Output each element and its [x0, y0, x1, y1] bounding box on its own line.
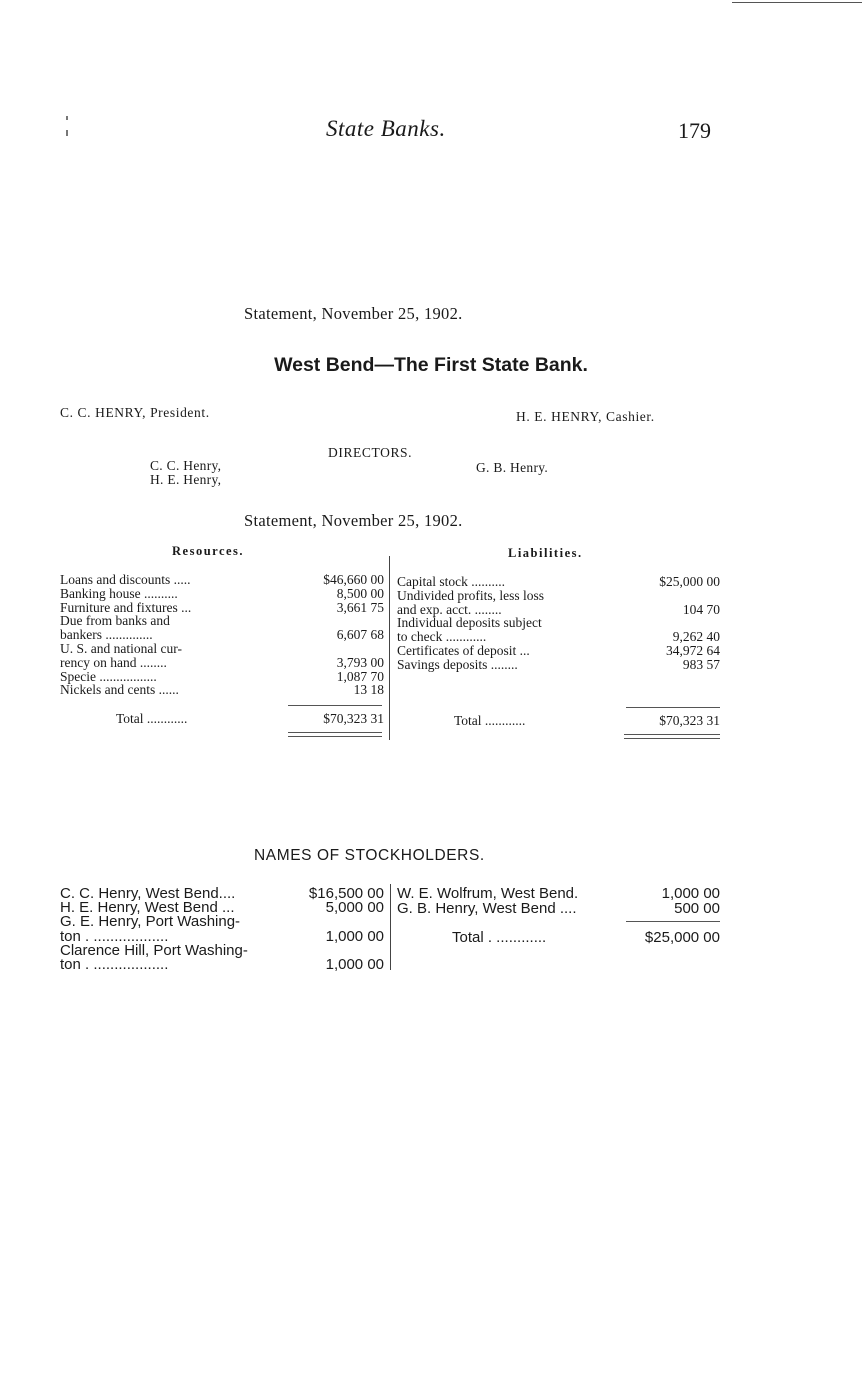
- resource-row: [60, 683, 384, 697]
- resource-row-label: rency on hand ........: [60, 655, 167, 670]
- stockholder-row-amount: $16,500 00: [308, 885, 384, 902]
- resource-row-label: Nickels and cents ......: [60, 683, 179, 698]
- liability-row-label: Certificates of deposit ...: [397, 644, 530, 658]
- liability-row: [397, 658, 720, 672]
- resource-row-label: Furniture and fixtures ...: [60, 600, 192, 615]
- stockholder-row-amount: 1,000 00: [661, 885, 720, 902]
- stockholders-total-row: [452, 930, 720, 945]
- director-name: C. C. Henry,: [150, 458, 222, 473]
- total-amount: $25,000 00: [644, 929, 720, 946]
- resource-row-label: U. S. and national cur-: [60, 642, 182, 656]
- subtotal-rule: [626, 921, 720, 922]
- liabilities-total-amount-row: [624, 714, 720, 728]
- stockholder-row-amount: 1,000 00: [325, 927, 384, 945]
- total-double-rule: [624, 734, 720, 739]
- total-label: Total ............: [116, 712, 188, 726]
- stockholder-row-label: G. E. Henry, Port Washing-: [60, 913, 241, 931]
- stockholder-row-label: ton . ..................: [60, 927, 169, 945]
- liability-row-label: Individual deposits subject: [397, 616, 542, 631]
- stockholder-row-label: G. B. Henry, West Bend ....: [397, 900, 577, 917]
- liabilities-heading: Liabilities.: [508, 546, 583, 560]
- stockholder-row: [397, 886, 720, 901]
- resource-row-amount: 3,661 75: [336, 599, 384, 615]
- liability-row-label: Undivided profits, less loss: [397, 588, 544, 603]
- resource-row-label: Due from banks and: [60, 614, 170, 629]
- stockholder-row-amount: 5,000 00: [325, 899, 384, 917]
- total-amount: $70,323 31: [659, 713, 720, 728]
- resource-row: [60, 656, 384, 670]
- stockholder-row-label: W. E. Wolfrum, West Bend.: [397, 885, 579, 902]
- liability-row-label: and exp. acct. ........: [397, 602, 502, 617]
- resource-row-label: Specie .................: [60, 669, 157, 684]
- directors-heading: DIRECTORS.: [328, 445, 413, 460]
- resource-row-amount: $46,660 00: [323, 572, 384, 587]
- margin-mark: [66, 130, 68, 136]
- bank-title: West Bend—The First State Bank.: [274, 354, 588, 376]
- total-label: Total . ............: [452, 929, 547, 946]
- resource-row-amount: 3,793 00: [336, 654, 384, 670]
- stockholder-row-amount: 500 00: [674, 900, 720, 917]
- resource-row-label: Banking house ..........: [60, 586, 178, 601]
- liability-row: [397, 575, 720, 589]
- resources-total-row: [116, 712, 276, 726]
- liability-row-label: Capital stock ..........: [397, 575, 505, 589]
- column-divider: [390, 884, 391, 970]
- stockholder-row-label: Clarence Hill, Port Washing-: [60, 941, 248, 959]
- resources-heading: Resources.: [172, 544, 245, 558]
- liability-row-amount: 983 57: [682, 656, 720, 672]
- liability-row-amount: 104 70: [682, 601, 720, 617]
- stockholders-heading: NAMES OF STOCKHOLDERS.: [254, 847, 485, 864]
- stockholder-row: [60, 957, 384, 972]
- liability-row: [397, 589, 720, 603]
- resource-row-label: Loans and discounts .....: [60, 573, 191, 587]
- resource-row-amount: 13 18: [353, 682, 384, 698]
- resource-row: [60, 573, 384, 587]
- liability-row: [397, 644, 720, 658]
- margin-mark: [66, 116, 68, 120]
- liability-row-label: to check ............: [397, 630, 487, 645]
- resource-row-label: bankers ..............: [60, 628, 153, 643]
- resource-row-amount: 8,500 00: [336, 585, 384, 601]
- liability-row-amount: $25,000 00: [659, 574, 720, 589]
- statement-date-second: Statement, November 25, 1902.: [244, 511, 463, 530]
- resources-total-amount-row: [288, 712, 384, 726]
- resource-row: [60, 601, 384, 615]
- stockholder-row-amount: 1,000 00: [325, 956, 384, 973]
- subtotal-rule: [288, 705, 382, 706]
- resource-row: [60, 614, 384, 628]
- resource-row: [60, 628, 384, 642]
- total-amount: $70,323 31: [323, 711, 384, 726]
- resource-row: [60, 642, 384, 656]
- stockholder-row-label: C. C. Henry, West Bend....: [60, 885, 236, 902]
- stockholder-row-label: ton . ..................: [60, 956, 169, 973]
- resource-row: [60, 670, 384, 684]
- liabilities-total-row: [454, 714, 614, 728]
- running-title: State Banks.: [326, 116, 446, 141]
- liability-row-amount: 34,972 64: [666, 643, 720, 658]
- cashier: H. E. HENRY, Cashier.: [516, 409, 655, 424]
- subtotal-rule: [626, 707, 720, 708]
- page-number: 179: [678, 118, 711, 143]
- total-double-rule: [288, 732, 382, 737]
- stockholder-row: [397, 901, 720, 916]
- total-label: Total ............: [454, 714, 526, 728]
- resource-row: [60, 587, 384, 601]
- stockholder-row-label: H. E. Henry, West Bend ...: [60, 899, 235, 917]
- director-name: H. E. Henry,: [150, 472, 222, 487]
- resource-row-amount: 6,607 68: [336, 627, 384, 643]
- liability-row-label: Savings deposits ........: [397, 657, 518, 672]
- column-divider: [389, 556, 390, 740]
- liability-row: [397, 616, 720, 630]
- liability-row-amount: 9,262 40: [672, 629, 720, 645]
- top-edge-rule: [732, 2, 862, 3]
- resource-row-amount: 1,087 70: [336, 668, 384, 684]
- liability-row: [397, 603, 720, 617]
- director-name: G. B. Henry.: [476, 460, 549, 475]
- statement-date-top: Statement, November 25, 1902.: [244, 304, 463, 323]
- president: C. C. HENRY, President.: [60, 405, 210, 420]
